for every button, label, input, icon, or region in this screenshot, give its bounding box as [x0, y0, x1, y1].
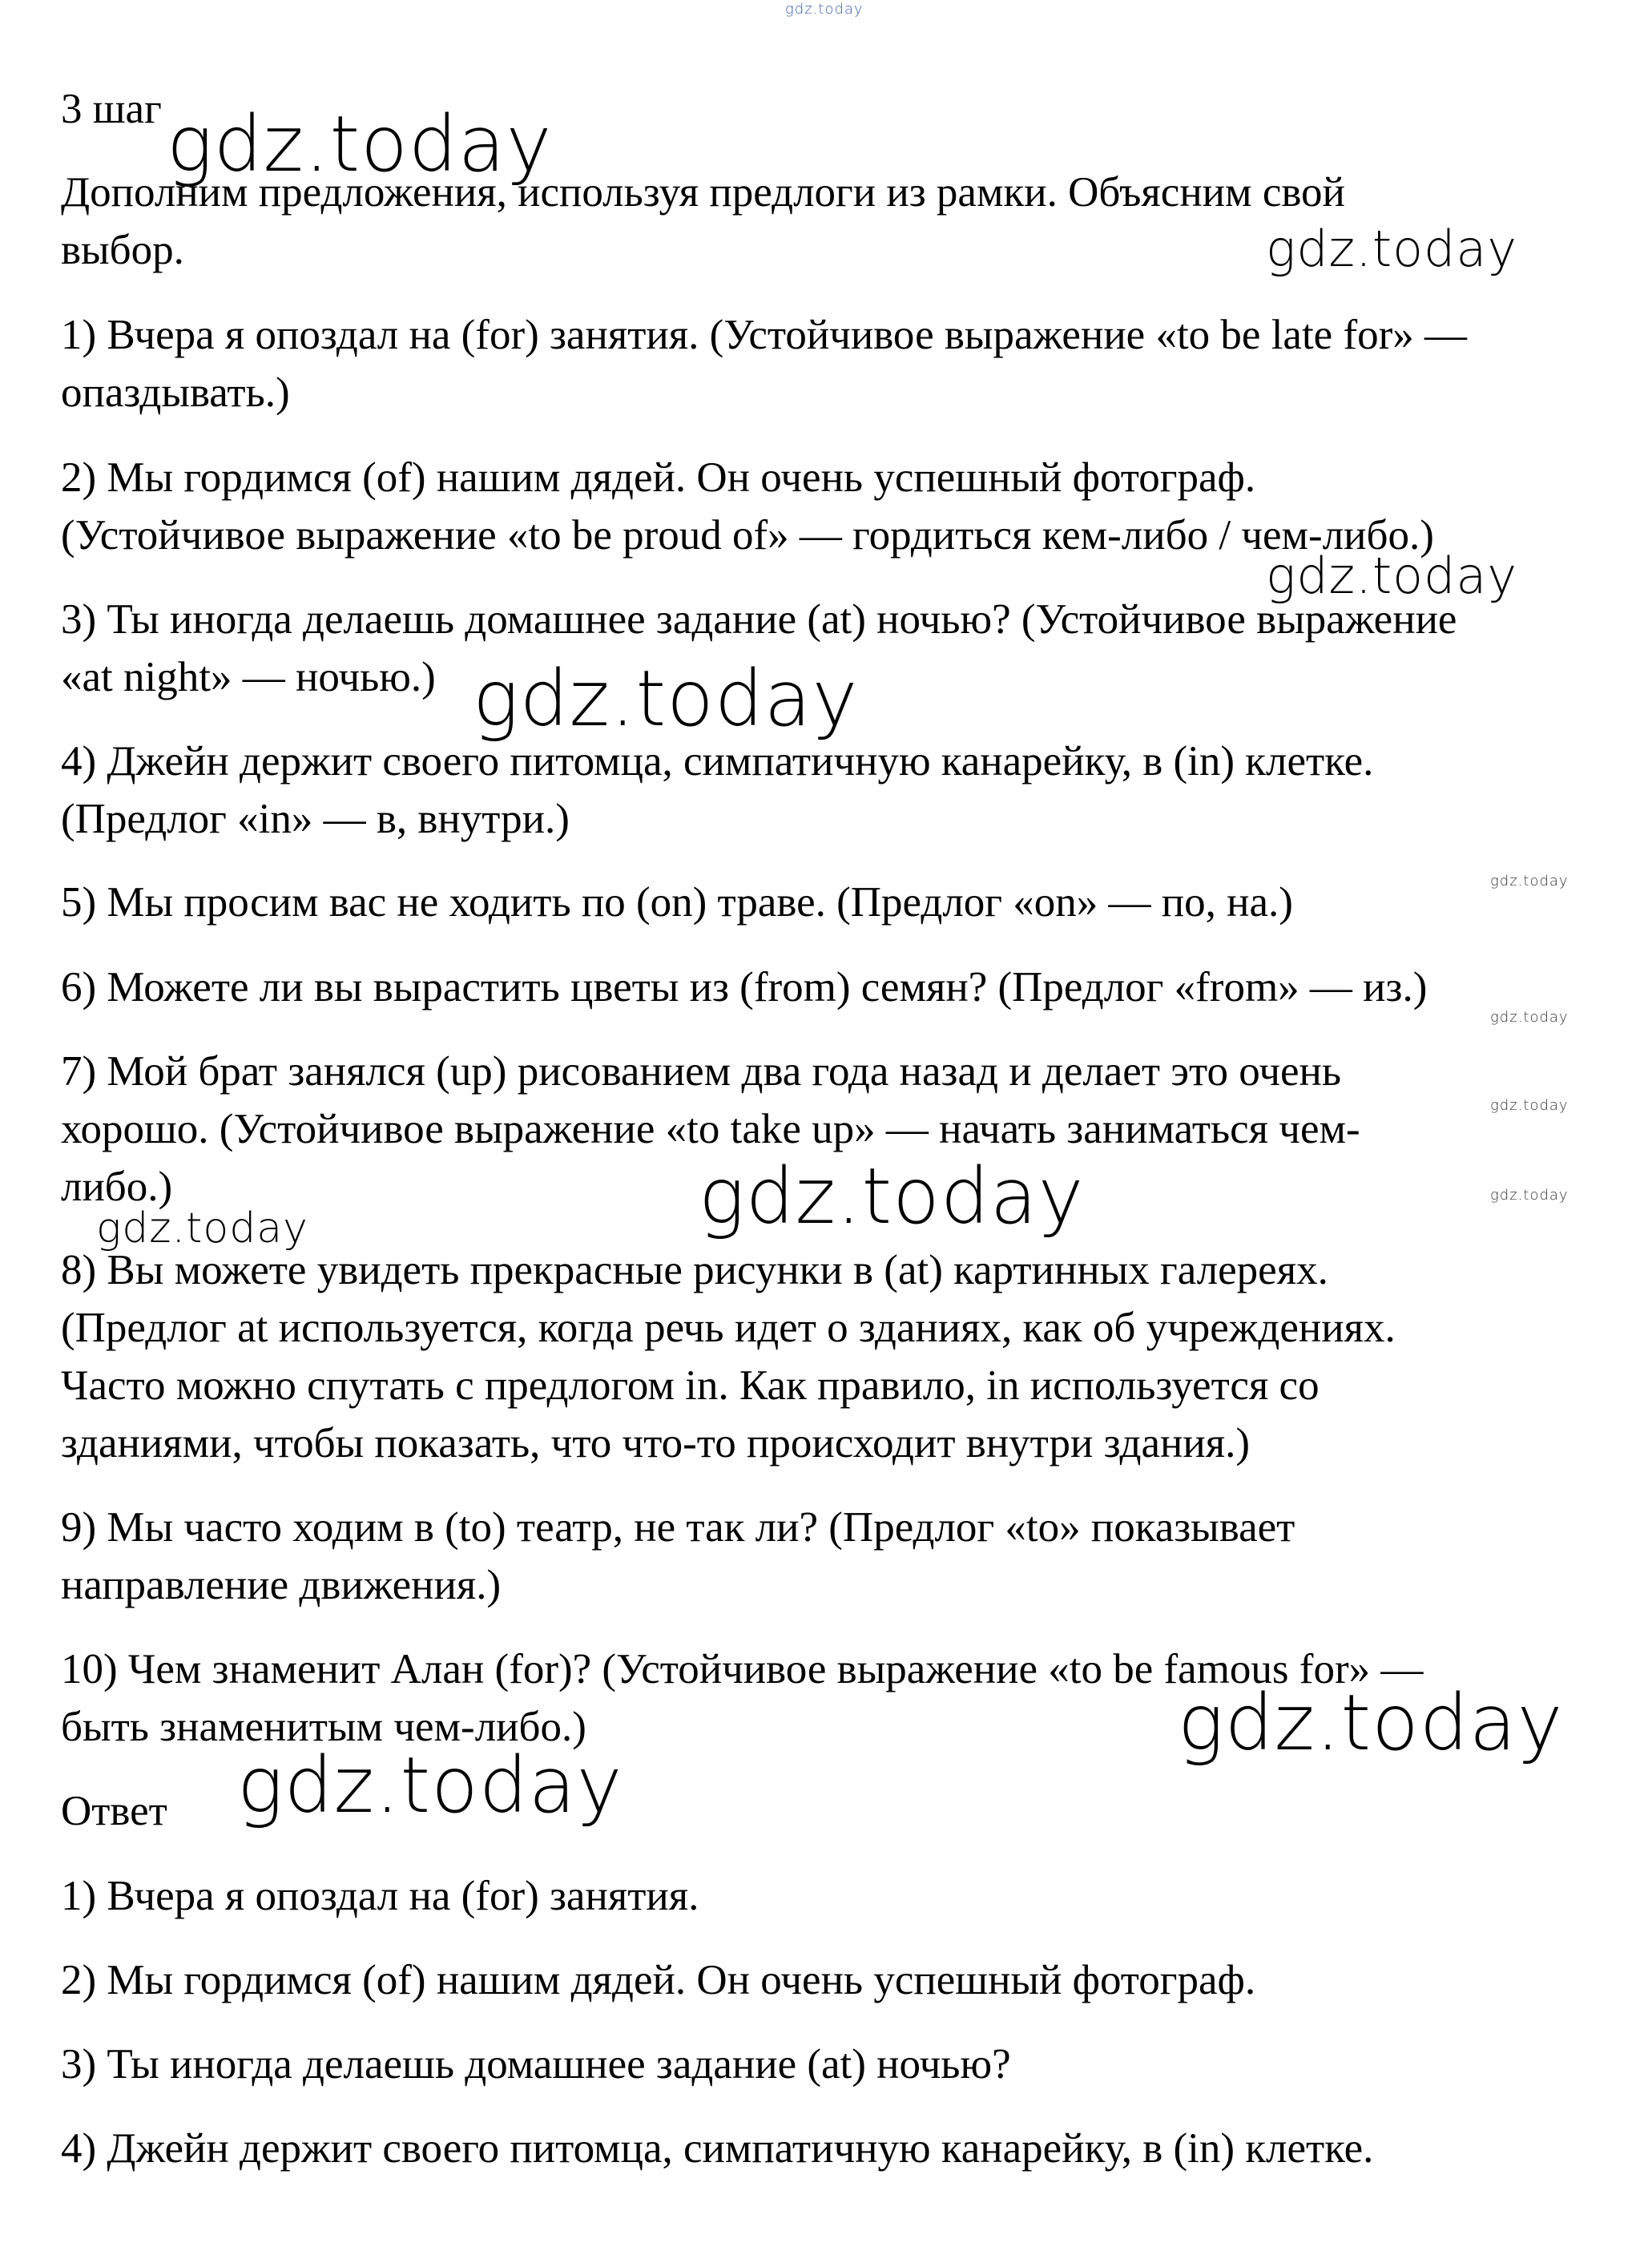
- item-5: [61, 873, 1293, 931]
- watermark-7: gdz.today: [1178, 1678, 1564, 1768]
- item-9: [61, 1499, 1295, 1614]
- item-line: 9) Мы часто ходим в (to) театр, не так ли? (Предлог «to» показывает: [61, 1504, 1295, 1551]
- item-line: 7) Мой брат занялся (up) рисованием два года назад и делает это очень: [61, 1048, 1342, 1095]
- item-line: либо.): [61, 1164, 173, 1210]
- item-line: 1) Вчера я опоздал на (for) занятия. (Устойчивое выражение «to be late for» —: [61, 312, 1468, 358]
- item-line: «at night» — ночью.): [61, 654, 436, 700]
- item-line: хорошо. (Устойчивое выражение «to take up» — начать заниматься чем-: [61, 1106, 1360, 1152]
- item-line: быть знаменитым чем-либо.): [61, 1704, 586, 1750]
- answer-2: 2) Мы гордимся (of) нашим дядей. Он очень успешный фотограф.: [61, 1957, 1256, 2003]
- watermark-5: gdz.today: [699, 1152, 1085, 1241]
- item-line: опаздывать.): [61, 369, 290, 416]
- task-line-1: Дополним предложения, используя предлоги из рамки. Объясним свой: [61, 169, 1345, 216]
- watermark-top: gdz.today: [785, 1, 864, 18]
- step-heading: 3 шаг: [61, 86, 162, 132]
- watermark-small-2: gdz.today: [1490, 1009, 1569, 1026]
- item-line: 2) Мы гордимся (of) нашим дядей. Он очень успешный фотограф.: [61, 454, 1256, 501]
- item-line: (Устойчивое выражение «to be proud of» — гордиться кем-либо / чем-либо.): [61, 512, 1434, 559]
- item-1: [61, 306, 1467, 422]
- item-line: Часто можно спутать с предлогом in. Как правило, in используется со: [61, 1362, 1320, 1409]
- answer-label: Ответ: [61, 1788, 167, 1834]
- item-4: [61, 732, 1373, 848]
- watermark-3: gdz.today: [1266, 547, 1518, 605]
- answer-4: 4) Джейн держит своего питомца, симпатичную канарейку, в (in) клетке.: [61, 2125, 1374, 2172]
- item-line: (Предлог at используется, когда речь идет о зданиях, как об учреждениях.: [61, 1305, 1396, 1351]
- task-line-2: выбор.: [61, 227, 184, 273]
- item-line: 10) Чем знаменит Алан (for)? (Устойчивое выражение «to be famous for» —: [61, 1646, 1424, 1692]
- watermark-small-4: gdz.today: [1490, 1187, 1569, 1204]
- item-line: направление движения.): [61, 1562, 502, 1608]
- watermark-small-3: gdz.today: [1490, 1097, 1569, 1114]
- watermark-2: gdz.today: [1266, 220, 1518, 278]
- watermark-4: gdz.today: [473, 654, 859, 744]
- answer-1: 1) Вчера я опоздал на (for) занятия.: [61, 1873, 699, 1919]
- item-line: 8) Вы можете увидеть прекрасные рисунки в (at) картинных галереях.: [61, 1247, 1328, 1293]
- watermark-small-1: gdz.today: [1490, 873, 1569, 890]
- item-line: (Предлог «in» — в, внутри.): [61, 796, 570, 842]
- item-2: [61, 449, 1434, 564]
- watermark-8: gdz.today: [237, 1741, 623, 1830]
- answer-3: 3) Ты иногда делаешь домашнее задание (at) ночью?: [61, 2041, 1011, 2088]
- task-text: [61, 163, 1345, 279]
- watermark-6: gdz.today: [96, 1204, 308, 1253]
- item-line: 5) Мы просим вас не ходить по (on) траве. (Предлог «on» — по, на.): [61, 879, 1293, 926]
- item-6: [61, 958, 1427, 1016]
- item-line: 6) Можете ли вы вырастить цветы из (from) семян? (Предлог «from» — из.): [61, 964, 1428, 1011]
- watermark-1: gdz.today: [167, 99, 553, 189]
- item-8: [61, 1241, 1396, 1472]
- item-line: зданиями, чтобы показать, что что-то происходит внутри здания.): [61, 1420, 1251, 1466]
- item-line: 4) Джейн держит своего питомца, симпатичную канарейку, в (in) клетке.: [61, 738, 1374, 785]
- item-line: 3) Ты иногда делаешь домашнее задание (at) ночью? (Устойчивое выражение: [61, 596, 1457, 643]
